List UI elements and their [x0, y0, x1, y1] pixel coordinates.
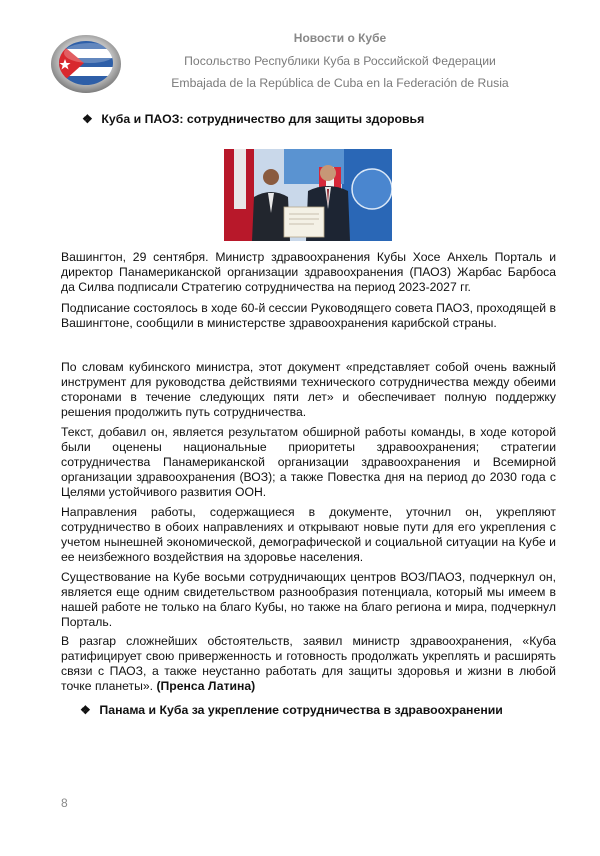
article-paragraph: По словам кубинского министра, этот документ «представляет собой очень важный инструмент для руководства действиями технического сотрудничества между обеими сторонами в течение следующих пяти лет» и обеспечивает полную поддержку решения продолжить путь сотрудничества.: [61, 360, 556, 419]
next-article-title-text: Панама и Куба за укрепление сотрудничества в здравоохранении: [99, 703, 503, 717]
page-number: 8: [61, 796, 68, 810]
article-photo: [224, 149, 392, 241]
article-paragraph: Направления работы, содержащиеся в документе, уточнил он, укрепляют сотрудничество в обоих направлениях и открывают новые пути для его укрепления с учетом нынешней экономической, демографической и социальной ситуации на Кубе и ее неизбежного воздействия на здоровье населения.: [61, 505, 556, 564]
header-embassy-ru: Посольство Республики Куба в Российской Федерации: [184, 54, 496, 68]
article-paragraph-last: [61, 634, 556, 694]
diamond-bullet-icon: ❖: [82, 112, 93, 126]
article-paragraph: Подписание состоялось в ходе 60-й сессии Руководящего совета ПАОЗ, проходящей в Вашингтоне, сообщили в министерстве здравоохранения карибской страны.: [61, 301, 556, 330]
cuba-flag-globe-logo-icon: [50, 33, 122, 95]
article-paragraph-text: В разгар сложнейших обстоятельств, заявил министр здравоохранения, «Куба ратифицирует свою приверженность и готовность продолжать укреплять и расширять связи с ПАОЗ, а также неустанно работать для защиты здоровья и жизни в любой точке планеты».: [61, 634, 556, 693]
article-title: [82, 112, 424, 126]
next-article-title: [80, 703, 503, 717]
header-embassy-es: Embajada de la República de Cuba en la Federación de Rusia: [171, 76, 509, 90]
article-paragraph: Вашингтон, 29 сентября. Министр здравоохранения Кубы Хосе Анхель Порталь и директор Панамериканской организации здравоохранения (ПАОЗ) Жарбас Барбоса да Силва подписали Стратегию сотрудничества на период 2023-2027 гг.: [61, 250, 556, 294]
header-title: Новости о Кубе: [293, 31, 387, 45]
article-paragraph: Существование на Кубе восьми сотрудничающих центров ВОЗ/ПАОЗ, подчеркнул он, является еще одним свидетельством разнообразия потенциала, который мы имеем в нашей работе не только на благо Кубы, но также на благо региона и мира, подчеркнул Порталь.: [61, 570, 556, 629]
article-source: (Пренса Латина): [156, 678, 256, 693]
article-title-text: Куба и ПАОЗ: сотрудничество для защиты здоровья: [101, 112, 425, 126]
diamond-bullet-icon: ❖: [80, 703, 91, 717]
article-paragraph: Текст, добавил он, является результатом обширной работы команды, в ходе которой были оценены национальные приоритеты здравоохранения; стратегии сотрудничества Панамериканской организации здравоохранения и Всемирной организации здравоохранения (ВОЗ); а также Повестка дня на период до 2030 года с Целями устойчивого развития ООН.: [61, 425, 556, 499]
